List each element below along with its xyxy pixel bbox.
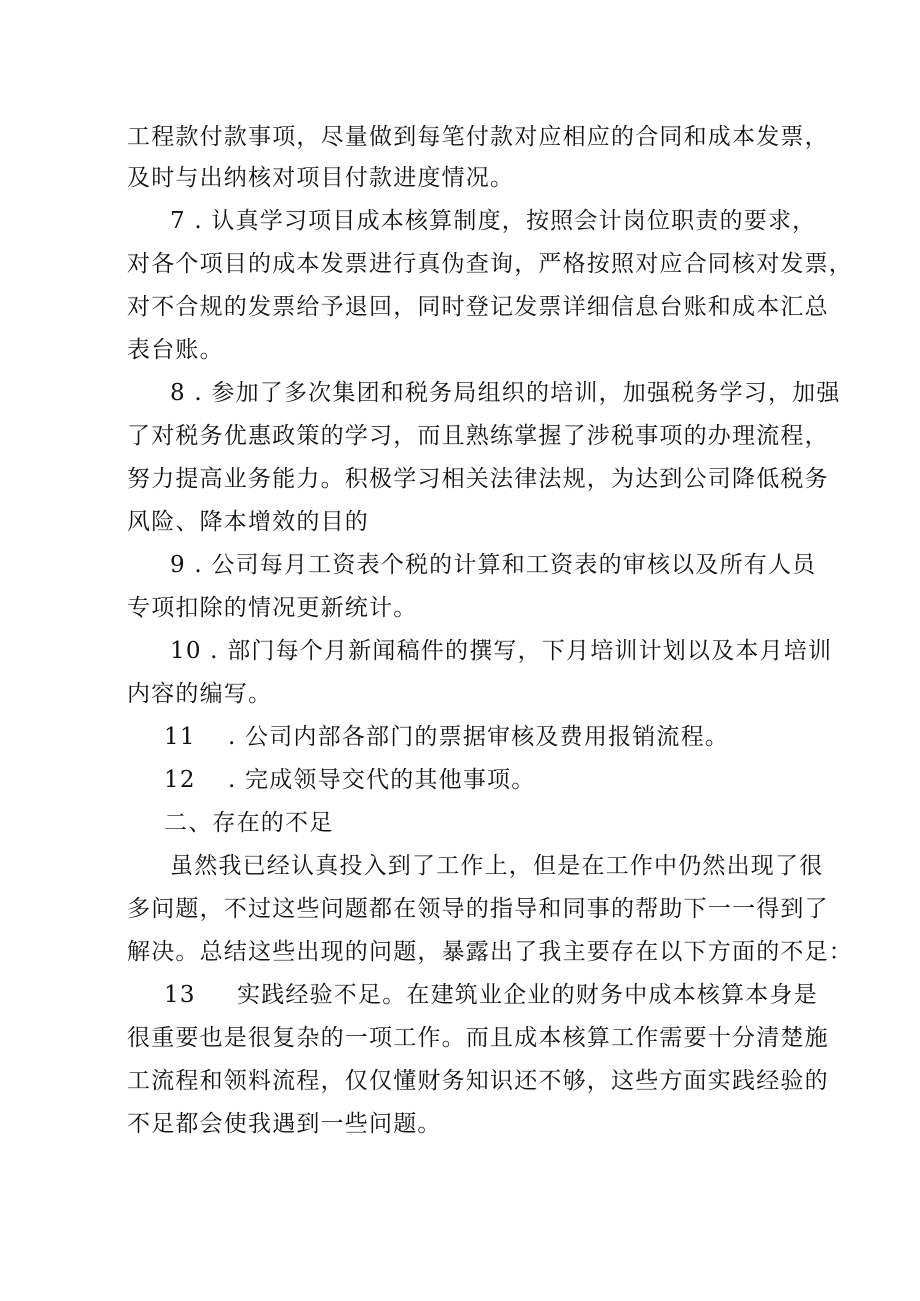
paragraph-line: 很重要也是很复杂的一项工作。而且成本核算工作需要十分清楚施	[127, 1025, 829, 1051]
paragraph-line: 风险、降本增效的目的	[127, 509, 369, 535]
paragraph-line: 专项扣除的情况更新统计。	[127, 595, 418, 621]
paragraph-line: 解决。总结这些出现的问题，暴露出了我主要存在以下方面的不足：	[127, 939, 853, 965]
paragraph-line: 内容的编写。	[127, 681, 273, 707]
paragraph-line: 8 . 参加了多次集团和税务局组织的培训，加强税务学习，加强	[170, 380, 841, 406]
list-number: 13	[164, 982, 196, 1008]
paragraph-line: 对各个项目的成本发票进行真伪查询，严格按照对应合同核对发票，	[127, 251, 853, 277]
paragraph-line: 努力提高业务能力。积极学习相关法律法规，为达到公司降低税务	[127, 466, 829, 492]
paragraph-line: 7 . 认真学习项目成本核算制度，按照会计岗位职责的要求，	[170, 208, 817, 234]
paragraph-line: . 完成领导交代的其他事项。	[228, 767, 536, 793]
paragraph-line: 对不合规的发票给予退回，同时登记发票详细信息台账和成本汇总	[127, 294, 829, 320]
section-heading: 二、存在的不足	[164, 810, 334, 836]
paragraph-line: 及时与出纳核对项目付款进度情况。	[127, 165, 515, 191]
paragraph-line: 10 . 部门每个月新闻稿件的撰写，下月培训计划以及本月培训	[170, 638, 833, 664]
paragraph-line: 工程款付款事项，尽量做到每笔付款对应相应的合同和成本发票，	[127, 124, 829, 150]
paragraph-line: 不足都会使我遇到一些问题。	[127, 1111, 442, 1137]
paragraph-line: 工流程和领料流程，仅仅懂财务知识还不够，这些方面实践经验的	[127, 1068, 829, 1094]
list-number: 11	[164, 724, 196, 750]
paragraph-line: . 公司内部各部门的票据审核及费用报销流程。	[228, 724, 730, 750]
list-number: 12	[164, 767, 196, 793]
paragraph-line: 表台账。	[127, 337, 224, 363]
paragraph-line: 实践经验不足。在建筑业企业的财务中成本核算本身是	[237, 982, 818, 1008]
paragraph-line: 了对税务优惠政策的学习，而且熟练掌握了涉税事项的办理流程，	[127, 423, 829, 449]
paragraph-line: 虽然我已经认真投入到了工作上，但是在工作中仍然出现了很	[170, 853, 824, 879]
paragraph-line: 多问题，不过这些问题都在领导的指导和同事的帮助下一一得到了	[127, 896, 829, 922]
paragraph-line: 9 . 公司每月工资表个税的计算和工资表的审核以及所有人员	[170, 552, 817, 578]
